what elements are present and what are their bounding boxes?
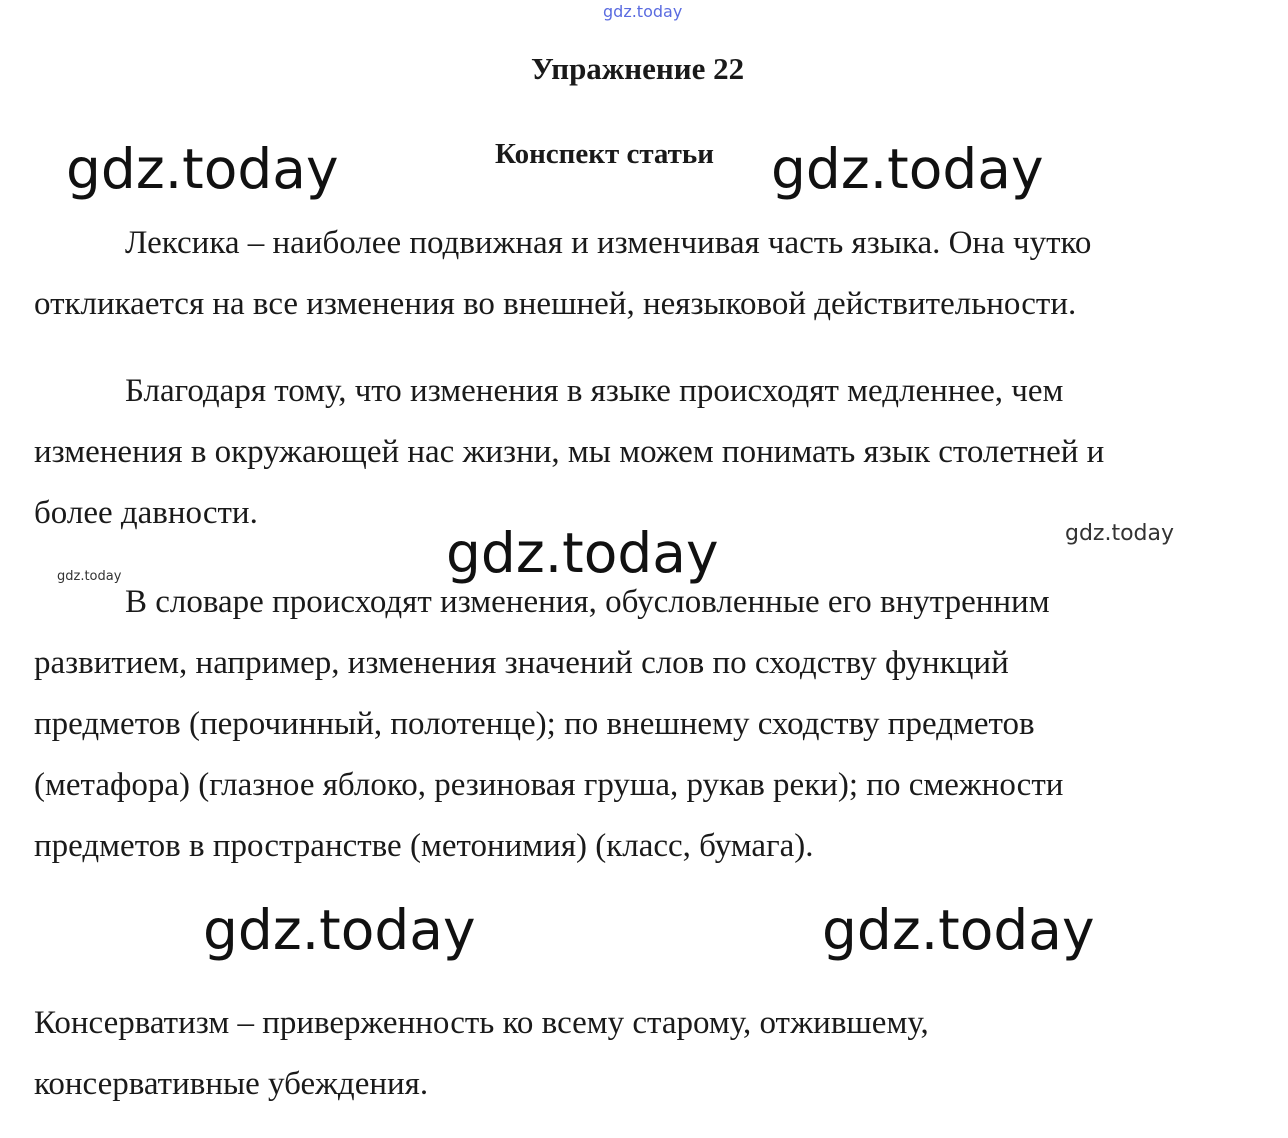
watermark-large: gdz.today	[771, 137, 1044, 201]
watermark-small: gdz.today	[57, 569, 122, 584]
paragraph-conservatism	[34, 993, 1234, 1115]
watermark-large: gdz.today	[203, 898, 476, 962]
paragraph-line: развитием, например, изменения значений слов по сходству функций	[34, 645, 1009, 681]
paragraph-line: более давности.	[34, 495, 258, 531]
paragraph-line: Консерватизм – приверженность ко всему старому, отжившему,	[34, 1005, 929, 1041]
paragraph-line: В словаре происходят изменения, обусловленные его внутренним	[125, 584, 1050, 620]
section-subtitle: Конспект статьи	[495, 138, 714, 170]
watermark-top: gdz.today	[603, 2, 683, 21]
watermark-large: gdz.today	[822, 898, 1095, 962]
paragraph-line: предметов в пространстве (метонимия) (класс, бумага).	[34, 828, 814, 864]
watermark-large: gdz.today	[446, 521, 719, 585]
paragraph-line: предметов (перочинный, полотенце); по внешнему сходству предметов	[34, 706, 1035, 742]
watermark-medium: gdz.today	[1065, 521, 1175, 546]
paragraph-language-change	[34, 361, 1234, 544]
paragraph-line: Благодаря тому, что изменения в языке происходят медленнее, чем	[125, 373, 1064, 409]
watermark-large: gdz.today	[66, 137, 339, 201]
paragraph-dictionary-changes	[34, 569, 1234, 877]
paragraph-line: изменения в окружающей нас жизни, мы можем понимать язык столетней и	[34, 434, 1105, 470]
paragraph-lexicon	[34, 213, 1234, 335]
paragraph-line: консервативные убеждения.	[34, 1066, 429, 1102]
exercise-title: Упражнение 22	[531, 51, 745, 86]
paragraph-line: Лексика – наиболее подвижная и изменчивая часть языка. Она чутко	[125, 225, 1092, 261]
paragraph-line: откликается на все изменения во внешней, неязыковой действительности.	[34, 286, 1077, 322]
paragraph-line: (метафора) (глазное яблоко, резиновая груша, рукав реки); по смежности	[34, 767, 1064, 803]
